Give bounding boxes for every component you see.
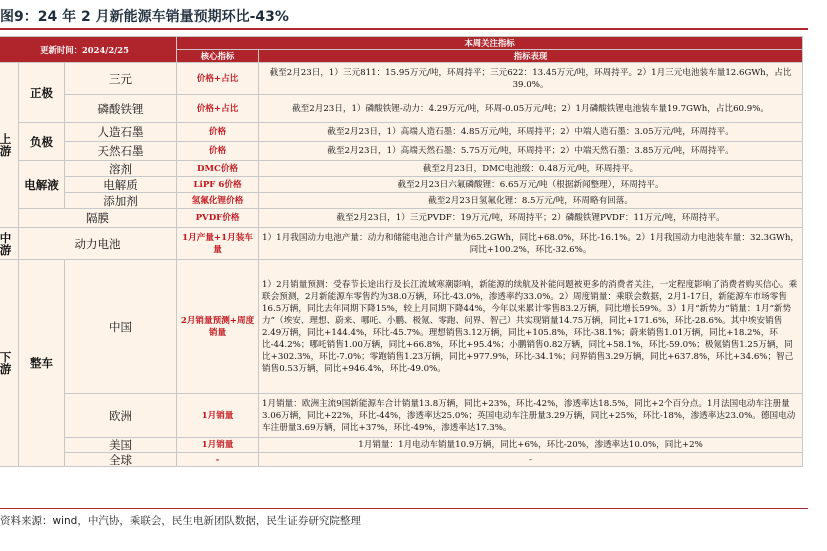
group-electrolyte: 电解液 [19, 161, 65, 209]
item-separator: 隔膜 [19, 209, 177, 228]
figure-title: 图9：24 年 2 月新能源车销量预期环比-43% [0, 9, 289, 25]
value-solute: 截至2月23日六氟磷酸锂：6.65万元/吨（根据新闻整理），环周持平。 [259, 177, 803, 193]
value-solvent: 截至2月23日，DMC电池级：0.48万元/吨，环周持平。 [259, 161, 803, 177]
metric-ternary: 价格+占比 [177, 63, 259, 95]
group-vehicle: 整车 [19, 260, 65, 467]
value-battery: 1）1月我国动力电池产量：动力和储能电池合计产量为65.2GWh，同比+68.0%，环比-16.1%。2）1月我国动力电池装车量：32.3GWh，同比+100.2%，环比-32.6%。 [259, 228, 803, 260]
item-lfp: 磷酸铁锂 [65, 95, 177, 123]
group-cathode: 正极 [19, 63, 65, 123]
title-divider [0, 28, 808, 30]
item-solute: 电解质 [65, 177, 177, 193]
metric-solvent: DMC价格 [177, 161, 259, 177]
item-global: 全球 [65, 453, 177, 467]
value-lfp: 截至2月23日，1）磷酸铁锂-动力：4.29万元/吨，环周-0.05万元/吨；2）1月磷酸铁锂电池装车量19.7GWh，占比60.9%。 [259, 95, 803, 123]
item-europe: 欧洲 [65, 394, 177, 438]
item-solvent: 溶剂 [65, 161, 177, 177]
metric-europe: 1月销量 [177, 394, 259, 438]
section-upstream: 上游 [0, 63, 19, 228]
metric-battery: 1月产量+1月装车量 [177, 228, 259, 260]
group-anode: 负极 [19, 123, 65, 161]
value-global: - [259, 453, 803, 467]
weekly-indicator-table [0, 36, 803, 467]
item-natural-graphite: 天然石墨 [65, 142, 177, 161]
metric-additive: 氢氟化锂价格 [177, 193, 259, 209]
value-separator: 截至2月23日，1）三元PVDF：19万元/吨，环周持平；2）磷酸铁锂PVDF：11万元/吨，环周持平。 [259, 209, 803, 228]
item-battery: 动力电池 [19, 228, 177, 260]
item-artificial-graphite: 人造石墨 [65, 123, 177, 142]
item-additive: 添加剂 [65, 193, 177, 209]
core-metric-header: 核心指标 [177, 50, 259, 63]
week-focus-header: 本周关注指标 [177, 37, 803, 50]
item-ternary: 三元 [65, 63, 177, 95]
value-china: 1）2月销量预测：受春节长途出行及长江流域寒潮影响，新能源的续航及补能问题被更多的消费者关注，一定程度影响了消费者购买信心。乘联会预测，2月新能源车零售约为38.0万辆，环比-43.0%，渗透率约33.0%。2）周度销量：乘联会数据，2月1-17日，新能源车市场零售16.5万辆，同比去年同期下降15%，较上月同期下降44%，今年以来累计零售83.2万辆，同比增长59%。3）1月“新势力”销量：1月“新势力”（埃安、理想、蔚来、哪吒、小鹏、极氪、零跑、问界、智己）共实现销量14.75万辆，同比+171.6%，环比-28.6%。其中埃安销售2.49万辆，同比+144.4%，环比-45.7%。理想销售3.12万辆，同比+105.8%，环比-38.1%；蔚来销售1.01万辆，同比+18.2%，环比-44.2%；哪吒销售1.00万辆，同比+66.8%，环比+95.4%；小鹏销售0.82万辆，同比+58.1%，环比-59.0%；极氪销售1.25万辆，同比+302.3%，环比-7.0%；零跑销售1.23万辆，同比+977.9%，环比-34.1%；问界销售3.29万辆，同比+637.8%，环比+34.6%；智己销售0.53万辆，同比+946.4%，环比-49.0%。 [259, 260, 803, 394]
metric-china: 2月销量预测+周度销量 [177, 260, 259, 394]
source-note: 资料来源：wind，中汽协，乘联会，民生电新团队数据，民生证券研究院整理 [0, 515, 361, 527]
metric-natural-graphite: 价格 [177, 142, 259, 161]
value-ternary: 截至2月23日，1）三元811：15.95万元/吨，环周持平；三元622：13.45万元/吨，环周持平。2）1月三元电池装车量12.6GWh，占比39.0%。 [259, 63, 803, 95]
value-usa: 1月销量：1月电动车销量10.9万辆，同比+6%，环比-20%，渗透率达10.0%，同比+2% [259, 438, 803, 453]
bottom-divider [0, 508, 808, 509]
value-natural-graphite: 截至2月23日，1）高端天然石墨：5.75万元/吨，环周持平；2）中端天然石墨：3.85万元/吨，环周持平。 [259, 142, 803, 161]
section-downstream: 下游 [0, 260, 19, 467]
metric-solute: LiPF 6价格 [177, 177, 259, 193]
metric-artificial-graphite: 价格 [177, 123, 259, 142]
metric-lfp: 价格+占比 [177, 95, 259, 123]
metric-usa: 1月销量 [177, 438, 259, 453]
section-midstream: 中游 [0, 228, 19, 260]
value-additive: 截至2月23日氢氟化锂：8.5万元/吨，环周略有回落。 [259, 193, 803, 209]
metric-separator: PVDF价格 [177, 209, 259, 228]
value-artificial-graphite: 截至2月23日，1）高端人造石墨：4.85万元/吨，环周持平；2）中端人造石墨：3.05万元/吨，环周持平。 [259, 123, 803, 142]
value-europe: 1月销量：欧洲主流9国新能源车合计销量13.8万辆，同比+23%，环比-42%，渗透率达18.5%，同比+2个百分点。1月法国电动车注册量3.06万辆，同比+22%，环比-44%，渗透率达25.0%；英国电动车注册量3.29万辆，同比+25%，环比-18%，渗透率达23.0%。德国电动车注册量3.69万辆，同比+37%，环比-49%，渗透率达17.3%。 [259, 394, 803, 438]
metric-performance-header: 指标表现 [259, 50, 803, 63]
item-china: 中国 [65, 260, 177, 394]
item-usa: 美国 [65, 438, 177, 453]
metric-global: - [177, 453, 259, 467]
update-time-header: 更新时间：2024/2/25 [0, 37, 177, 63]
